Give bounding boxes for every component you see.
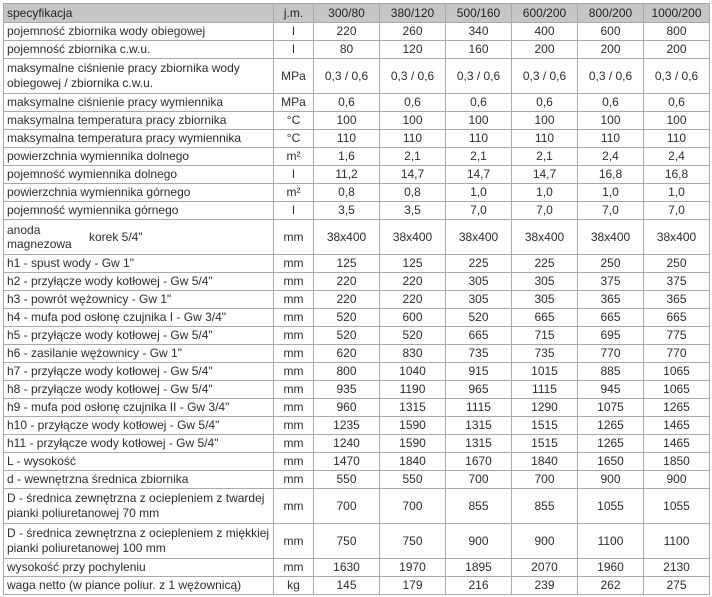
row-value: 1315 [446,435,512,453]
row-value: 520 [380,327,446,345]
row-value: 250 [644,255,710,273]
row-value: 1840 [512,453,578,471]
row-value: 1465 [644,435,710,453]
row-value: 225 [446,255,512,273]
row-value: 0,6 [380,94,446,112]
header-model: 600/200 [512,4,578,23]
table-row [4,453,710,471]
table-row [4,435,710,453]
row-unit: mm [274,435,314,453]
row-value: 11,2 [314,166,380,184]
row-value: 220 [314,23,380,41]
row-value: 900 [578,471,644,489]
row-unit: mm [274,327,314,345]
row-label: wysokość przy pochyleniu [4,559,274,577]
row-value: 110 [644,130,710,148]
row-value: 3,5 [380,202,446,220]
row-value: 1055 [578,489,644,524]
row-unit: mm [274,417,314,435]
row-unit: kg [274,577,314,595]
header-model: 800/200 [578,4,644,23]
row-value: 700 [512,471,578,489]
table-row [4,559,710,577]
row-label: powierzchnia wymiennika dolnego [4,148,274,166]
row-value: 1590 [380,417,446,435]
row-value: 38x400 [380,220,446,255]
row-unit: °C [274,112,314,130]
table-row [4,166,710,184]
row-value: 0,8 [380,184,446,202]
row-value: 80 [314,41,380,59]
row-value: 1,6 [314,148,380,166]
row-unit: l [274,166,314,184]
row-value: 1065 [644,381,710,399]
row-label [4,220,274,255]
row-value: 770 [578,345,644,363]
row-value: 750 [380,524,446,559]
row-value: 16,8 [644,166,710,184]
row-value: 7,0 [644,202,710,220]
row-label: maksymalna temperatura pracy zbiornika [4,112,274,130]
table-row [4,184,710,202]
row-unit: mm [274,524,314,559]
row-value: 38x400 [512,220,578,255]
row-value: 305 [512,291,578,309]
row-value: 225 [512,255,578,273]
row-value: 1960 [578,559,644,577]
row-value: 1470 [314,453,380,471]
row-value: 665 [578,309,644,327]
row-value: 14,7 [446,166,512,184]
table-row [4,471,710,489]
row-value: 220 [380,273,446,291]
row-unit: mm [274,453,314,471]
row-unit: mm [274,363,314,381]
row-value: 1515 [512,417,578,435]
row-value: 800 [314,363,380,381]
row-value: 200 [578,41,644,59]
row-value: 100 [314,112,380,130]
row-value: 965 [446,381,512,399]
row-unit: MPa [274,59,314,94]
row-value: 1065 [644,363,710,381]
row-label: h4 - mufa pod osłonę czujnika I - Gw 3/4" [4,309,274,327]
table-row [4,202,710,220]
row-label: pojemność zbiornika wody obiegowej [4,23,274,41]
row-value: 14,7 [512,166,578,184]
table-row [4,220,710,255]
row-value: 14,7 [380,166,446,184]
row-label: pojemność wymiennika dolnego [4,166,274,184]
row-value: 1290 [512,399,578,417]
table-row [4,255,710,273]
row-value: 110 [380,130,446,148]
row-label: maksymalna temperatura pracy wymiennika [4,130,274,148]
row-unit: mm [274,489,314,524]
row-value: 0,8 [314,184,380,202]
table-row [4,41,710,59]
table-row [4,112,710,130]
row-label: h5 - przyłącze wody kotłowej - Gw 5/4" [4,327,274,345]
row-value: 520 [314,327,380,345]
table-row [4,59,710,94]
row-label: h11 - przyłącze wody kotłowej - Gw 5/4" [4,435,274,453]
row-value: 945 [578,381,644,399]
row-value: 110 [446,130,512,148]
row-label: pojemność zbiornika c.w.u. [4,41,274,59]
row-value: 700 [380,489,446,524]
row-value: 0,3 / 0,6 [314,59,380,94]
row-value: 520 [314,309,380,327]
row-value: 110 [314,130,380,148]
row-value: 1840 [380,453,446,471]
row-value: 1630 [314,559,380,577]
row-value: 665 [512,309,578,327]
row-value: 1075 [578,399,644,417]
row-value: 715 [512,327,578,345]
row-value: 700 [314,489,380,524]
anode-label-group [7,223,270,251]
row-unit: l [274,202,314,220]
row-value: 1895 [446,559,512,577]
row-value: 520 [446,309,512,327]
row-value: 0,6 [578,94,644,112]
table-row [4,363,710,381]
row-value: 0,6 [644,94,710,112]
table-row [4,381,710,399]
row-value: 2,4 [644,148,710,166]
row-value: 0,6 [512,94,578,112]
row-value: 0,3 / 0,6 [380,59,446,94]
row-value: 855 [446,489,512,524]
table-row [4,94,710,112]
row-label: h7 - przyłącze wody kotłowej - Gw 5/4" [4,363,274,381]
row-value: 365 [644,291,710,309]
table-row [4,130,710,148]
row-unit: l [274,41,314,59]
row-value: 1040 [380,363,446,381]
row-value: 100 [512,112,578,130]
row-value: 665 [644,309,710,327]
row-value: 665 [446,327,512,345]
row-value: 2130 [644,559,710,577]
row-value: 305 [446,291,512,309]
row-value: 38x400 [314,220,380,255]
row-value: 125 [314,255,380,273]
row-unit: °C [274,130,314,148]
row-unit: mm [274,471,314,489]
row-unit: mm [274,255,314,273]
row-value: 600 [380,309,446,327]
row-value: 1315 [446,417,512,435]
row-value: 1265 [578,417,644,435]
row-value: 160 [446,41,512,59]
row-value: 305 [512,273,578,291]
row-value: 365 [578,291,644,309]
row-value: 2,4 [578,148,644,166]
row-value: 100 [380,112,446,130]
row-label: d - wewnętrzna średnica zbiornika [4,471,274,489]
row-value: 120 [380,41,446,59]
row-value: 100 [446,112,512,130]
row-unit: mm [274,220,314,255]
row-value: 915 [446,363,512,381]
row-unit: mm [274,559,314,577]
row-value: 220 [380,291,446,309]
row-unit: mm [274,309,314,327]
row-value: 1,0 [446,184,512,202]
row-value: 305 [446,273,512,291]
row-value: 220 [314,291,380,309]
row-unit: m² [274,148,314,166]
table-row [4,273,710,291]
row-value: 125 [380,255,446,273]
row-label: h1 - spust wody - Gw 1" [4,255,274,273]
row-label: pojemność wymiennika górnego [4,202,274,220]
row-value: 935 [314,381,380,399]
row-unit: mm [274,291,314,309]
header-unit: j.m. [274,4,314,23]
row-unit: l [274,23,314,41]
anode-label: anoda magnezowa [7,223,72,251]
row-value: 1850 [644,453,710,471]
row-value: 1240 [314,435,380,453]
row-value: 1115 [512,381,578,399]
row-unit: mm [274,381,314,399]
row-label: D - średnica zewnętrzna z ociepleniem z miękkiej pianki poliuretanowej 100 mm [4,524,274,559]
row-label: maksymalne ciśnienie pracy zbiornika wody obiegowej / zbiornika c.w.u. [4,59,274,94]
row-value: 3,5 [314,202,380,220]
row-value: 7,0 [578,202,644,220]
row-unit: mm [274,273,314,291]
row-value: 2,1 [512,148,578,166]
row-value: 800 [644,23,710,41]
row-label: h3 - powrót wężownicy - Gw 1" [4,291,274,309]
table-row [4,23,710,41]
row-value: 1,0 [644,184,710,202]
row-label: D - średnica zewnętrzna z ociepleniem z twardej pianki poliuretanowej 70 mm [4,489,274,524]
row-value: 1100 [644,524,710,559]
row-value: 145 [314,577,380,595]
row-value: 340 [446,23,512,41]
row-value: 1265 [578,435,644,453]
row-value: 750 [314,524,380,559]
row-value: 1465 [644,417,710,435]
row-unit: mm [274,345,314,363]
row-label: waga netto (w piance poliur. z 1 wężownicą) [4,577,274,595]
row-label: powierzchnia wymiennika górnego [4,184,274,202]
row-label: h2 - przyłącze wody kotłowej - Gw 5/4" [4,273,274,291]
row-value: 1190 [380,381,446,399]
row-unit: m² [274,184,314,202]
header-model: 1000/200 [644,4,710,23]
row-value: 1515 [512,435,578,453]
row-value: 900 [644,471,710,489]
header-model: 500/160 [446,4,512,23]
row-value: 0,3 / 0,6 [446,59,512,94]
table-row [4,417,710,435]
row-value: 110 [578,130,644,148]
row-value: 200 [644,41,710,59]
row-value: 200 [512,41,578,59]
row-label: h8 - przyłącze wody kotłowej - Gw 5/4" [4,381,274,399]
row-label: h9 - mufa pod osłonę czujnika II - Gw 3/4" [4,399,274,417]
row-value: 1,0 [512,184,578,202]
row-value: 220 [314,273,380,291]
row-value: 250 [578,255,644,273]
row-value: 695 [578,327,644,345]
row-value: 7,0 [512,202,578,220]
row-value: 260 [380,23,446,41]
table-body [4,23,710,595]
row-value: 770 [644,345,710,363]
row-value: 16,8 [578,166,644,184]
row-value: 110 [512,130,578,148]
row-value: 1970 [380,559,446,577]
row-label: L - wysokość [4,453,274,471]
row-value: 100 [578,112,644,130]
row-value: 600 [578,23,644,41]
row-unit: MPa [274,94,314,112]
row-value: 735 [512,345,578,363]
row-value: 1,0 [578,184,644,202]
row-value: 2070 [512,559,578,577]
row-value: 216 [446,577,512,595]
row-value: 0,3 / 0,6 [644,59,710,94]
row-value: 960 [314,399,380,417]
header-model: 380/120 [380,4,446,23]
row-label: h10 - przyłącze wody kotłowej - Gw 5/4" [4,417,274,435]
row-value: 855 [512,489,578,524]
row-value: 1650 [578,453,644,471]
table-row [4,148,710,166]
row-value: 0,3 / 0,6 [578,59,644,94]
table-row [4,309,710,327]
row-value: 2,1 [446,148,512,166]
row-value: 100 [644,112,710,130]
row-value: 38x400 [644,220,710,255]
header-spec: specyfikacja [4,4,274,23]
row-value: 239 [512,577,578,595]
row-value: 38x400 [446,220,512,255]
row-unit: mm [274,399,314,417]
row-value: 1670 [446,453,512,471]
row-value: 900 [446,524,512,559]
row-value: 375 [578,273,644,291]
row-value: 1235 [314,417,380,435]
row-value: 900 [512,524,578,559]
row-value: 0,6 [314,94,380,112]
row-value: 885 [578,363,644,381]
specification-table [3,3,710,595]
row-value: 400 [512,23,578,41]
row-value: 700 [446,471,512,489]
table-row [4,489,710,524]
row-value: 775 [644,327,710,345]
table-row [4,345,710,363]
table-row [4,291,710,309]
row-value: 1100 [578,524,644,559]
row-value: 620 [314,345,380,363]
row-value: 262 [578,577,644,595]
row-label: maksymalne ciśnienie pracy wymiennika [4,94,274,112]
row-value: 7,0 [446,202,512,220]
row-value: 1315 [380,399,446,417]
row-label: h6 - zasilanie wężownicy - Gw 1" [4,345,274,363]
table-header-row [4,4,710,23]
row-value: 1055 [644,489,710,524]
row-value: 550 [314,471,380,489]
row-value: 1590 [380,435,446,453]
row-value: 550 [380,471,446,489]
row-value: 179 [380,577,446,595]
row-value: 0,6 [446,94,512,112]
row-value: 38x400 [578,220,644,255]
row-value: 275 [644,577,710,595]
anode-plug-label: korek 5/4" [89,229,143,244]
row-value: 2,1 [380,148,446,166]
table-row [4,399,710,417]
row-value: 735 [446,345,512,363]
row-value: 375 [644,273,710,291]
header-model: 300/80 [314,4,380,23]
row-value: 1115 [446,399,512,417]
row-value: 1265 [644,399,710,417]
row-value: 830 [380,345,446,363]
table-row [4,327,710,345]
row-value: 0,3 / 0,6 [512,59,578,94]
table-row [4,577,710,595]
row-value: 1015 [512,363,578,381]
table-row [4,524,710,559]
